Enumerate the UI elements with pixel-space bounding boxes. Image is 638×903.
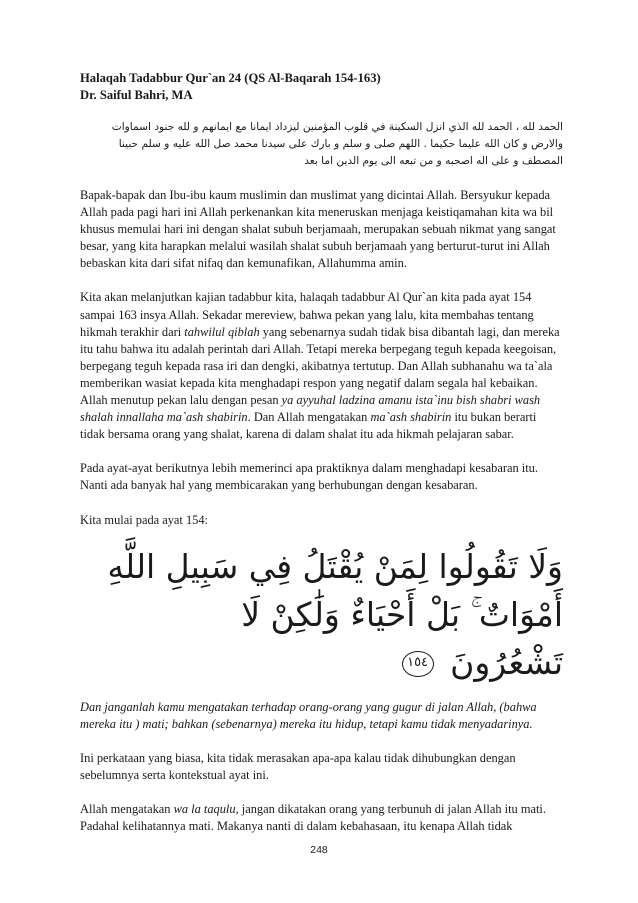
verse-line-1: وَلَا تَقُولُوا لِمَنْ يُقْتَلُ فِي سَبِيلِ اللَّهِ أَمْوَاتٌ ۚ بَلْ أَحْيَاءٌ وَلَٰكِنْ لَا	[107, 546, 563, 634]
author-line: Dr. Saiful Bahri, MA	[80, 87, 193, 102]
verse-line-2-text: تَشْعُرُونَ	[450, 642, 563, 682]
verse-line-2	[80, 639, 563, 687]
spacer	[80, 272, 563, 289]
paragraph-greeting: Bapak-bapak dan Ibu-ibu kaum muslimin dan muslimat yang dicintai Allah. Bersyukur kepada Allah pada pagi hari ini Allah perkenankan kita meneruskan menjaga keistiqamahan kita wa bil khusus memulai hari ini dengan shalat subuh berjamaah, merupakan sebuah nikmat yang sangat besar, yang kita harapkan melalui wasilah shalat subuh berjamaah yang berturut-turut ini Allah bebaskan kita dari sifat nifaq dan kemunafikan, Allahumma amin.	[80, 188, 556, 271]
page-content	[80, 70, 563, 835]
paragraph-review	[80, 289, 563, 443]
paragraph-context: Ini perkataan yang biasa, kita tidak merasakan apa-apa kalau tidak dihubungkan dengan sebelumnya serta kontekstual ayat ini.	[80, 750, 516, 782]
verse-number-marker: ١٥٤	[402, 651, 434, 677]
spacer	[80, 495, 563, 512]
document-title	[80, 70, 563, 103]
page-number: 248	[310, 844, 328, 856]
review-term-tahwilul-qiblah: tahwilul qiblah	[184, 324, 260, 339]
explanation-text-2: , jangan dikatakan orang yang terbunuh di jalan Allah itu mati. Padahal kelihatannya mati. Makanya nanti di dalam kebahasaan, itu kenapa Allah tidak	[80, 801, 546, 834]
explanation-text-1: Allah mengatakan	[80, 801, 174, 816]
paragraph-explanation	[80, 801, 563, 835]
review-text-3: . Dan Allah mengatakan	[247, 410, 371, 425]
review-text-4: itu bukan berarti tidak bersama orang yang shalat, karena di dalam shalat itu ada hikmah pelajaran sabar.	[80, 410, 537, 442]
quran-verse-154	[80, 543, 563, 687]
spacer	[80, 443, 563, 460]
paragraph-next-verses: Pada ayat-ayat berikutnya lebih memerinci apa praktiknya dalam menghadapi kesabaran itu. Nanti ada banyak hal yang membicarakan yang berhubungan dengan kesabaran.	[80, 461, 538, 493]
spacer	[80, 170, 563, 187]
verse-translation: Dan janganlah kamu mengatakan terhadap orang-orang yang gugur di jalan Allah, (bahwa mereka itu ) mati; bahkan (sebenarnya) mereka itu hidup, tetapi kamu tidak menyadarinya.	[80, 699, 537, 731]
review-term-mash-shabirin: ma`ash shabirin	[370, 410, 452, 425]
opening-arabic-prayer: الحمد لله ، الحمد لله الذي انزل السكينة في قلوب المؤمنين ليزداد ايمانا مع ايمانهم و لله جنود اسماوات والارض و كان الله عليما حكيما . اللهم صلى و سلم و بارك على سيدنا محمد صل الله عليه و سلم حبينا المصطف و على اله اصحبه و من تبعه الى يوم الدين اما بعد	[111, 121, 563, 167]
paragraph-verse-intro: Kita mulai pada ayat 154:	[80, 512, 208, 527]
spacer	[80, 733, 563, 750]
explanation-term-wa-la-taqulu: wa la taqulu	[173, 801, 236, 816]
spacer	[80, 784, 563, 801]
review-text-2: yang sebenarnya sudah tidak bisa dibantah lagi, dan mereka itu tahu bahwa itu adalah perintah dari Allah. Tetapi mereka berpegang teguh kepada keegoisan, berpegang teguh kepada rasa iri dan dengki, akibatnya tertutup. Dan Allah subhanahu wa ta`ala memberikan wasiat kepada kita menghadapi respon yang negatif dalam segala hal kebaikan. Allah menutup pekan lalu dengan pesan	[80, 324, 560, 408]
review-text-1: Kita akan melanjutkan kajian tadabbur kita, halaqah tadabbur Al Qur`an kita pada ayat 154 sampai 163 insya Allah. Sekadar mereview, bahwa pekan yang lalu, kita membahas tentang hikmah terakhir dari	[80, 290, 534, 339]
title-line-1: Halaqah Tadabbur Qur`an 24 (QS Al-Baqarah 154-163)	[80, 71, 381, 85]
review-quote-ayat: ya ayyuhal ladzina amanu ista`inu bish shabri wash shalah innallaha ma`ash shabirin	[80, 393, 541, 425]
